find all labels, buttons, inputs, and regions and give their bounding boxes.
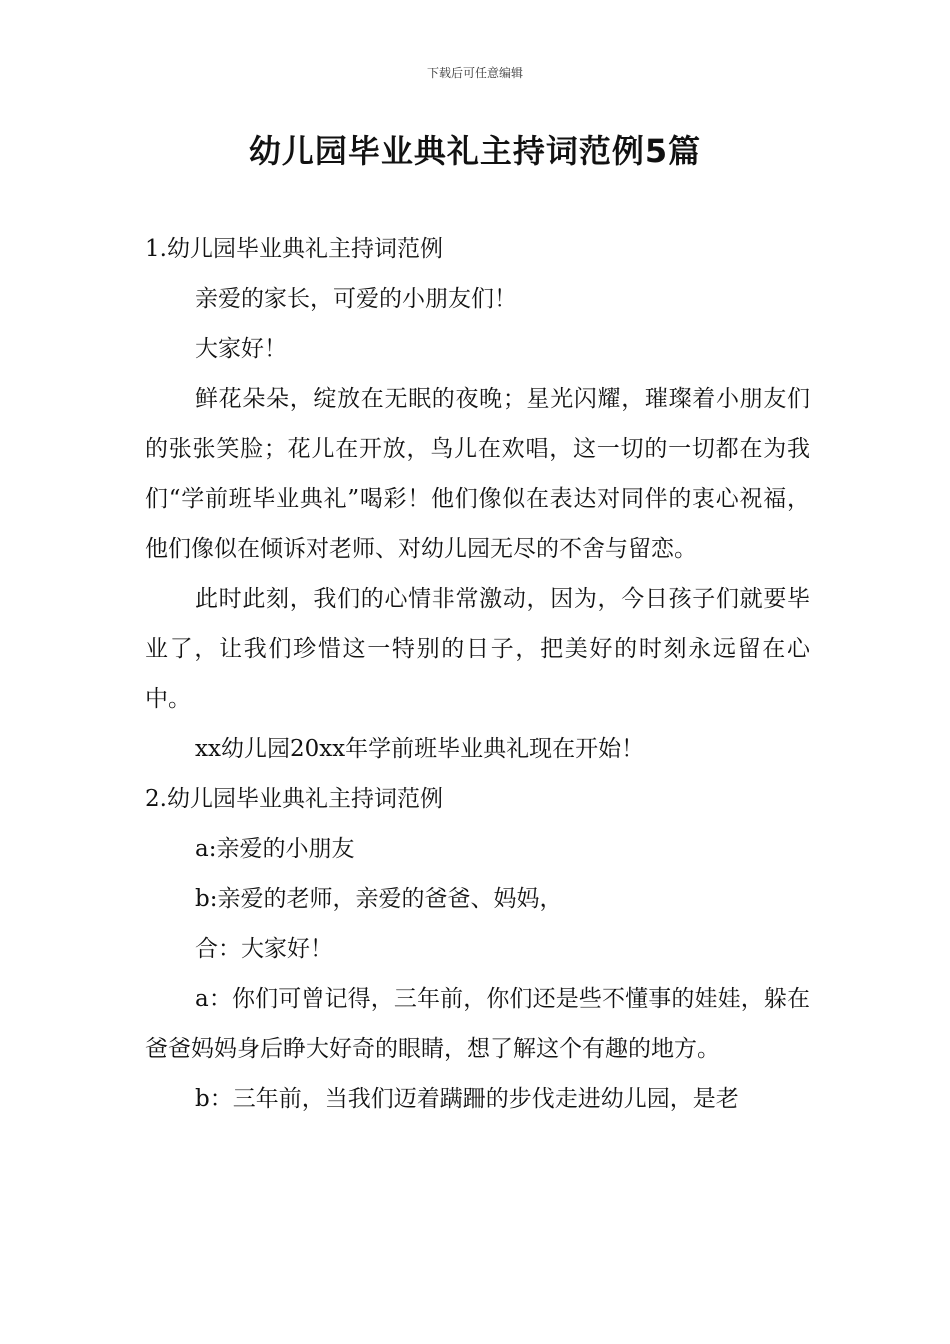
- paragraph: a:亲爱的小朋友: [195, 836, 355, 862]
- section-heading-2: 2.幼儿园毕业典礼主持词范例: [145, 786, 443, 812]
- paragraph: 合：大家好！: [195, 936, 333, 962]
- section-heading-1: 1.幼儿园毕业典礼主持词范例: [145, 236, 443, 262]
- paragraph: xx幼儿园20xx年学前班毕业典礼现在开始！: [195, 736, 645, 762]
- paragraph: 鲜花朵朵，绽放在无眠的夜晚；星光闪耀，璀璨着小朋友们的张张笑脸；花儿在开放，鸟儿在欢唱，这一切的一切都在为我们“学前班毕业典礼”喝彩！他们像似在表达对同伴的衷心祝福，他们像似在倾诉对老师、对幼儿园无尽的不舍与留恋。: [145, 386, 810, 562]
- header-note: 下载后可任意编辑: [426, 66, 523, 80]
- paragraph: 大家好！: [195, 336, 287, 362]
- paragraph: b：三年前，当我们迈着蹒跚的步伐走进幼儿园，是老: [195, 1086, 739, 1112]
- document-body: [145, 224, 810, 1124]
- paragraph: 亲爱的家长，可爱的小朋友们！: [195, 286, 517, 312]
- document-title: 幼儿园毕业典礼主持词范例5篇: [248, 132, 702, 170]
- paragraph: b:亲爱的老师，亲爱的爸爸、妈妈，: [195, 886, 563, 912]
- paragraph: 此时此刻，我们的心情非常激动，因为，今日孩子们就要毕业了，让我们珍惜这一特别的日子，把美好的时刻永远留在心中。: [145, 586, 810, 712]
- paragraph: a：你们可曾记得，三年前，你们还是些不懂事的娃娃，躲在爸爸妈妈身后睁大好奇的眼睛，想了解这个有趣的地方。: [145, 986, 810, 1062]
